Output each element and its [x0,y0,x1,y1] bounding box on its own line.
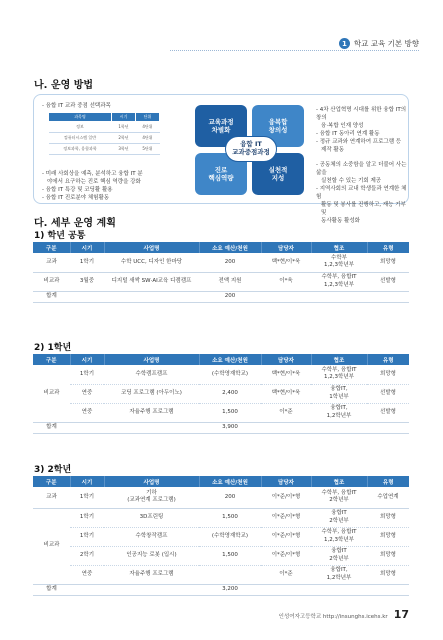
column-header: 소요 예산/천원 [199,242,261,253]
cell-coop: 수학부 1,2,3학년부 [311,253,367,272]
bullet-text: 야에서 요구하는 진로 핵심 역량을 강화 [47,178,141,185]
table-row [33,365,409,384]
quad-curriculum: 교육과정 차별화 [195,105,247,147]
total-row [33,422,409,433]
subject-title: - 융합 IT 교과 중점 선택과목 [42,103,111,109]
subject-col-period: 시기 [111,113,135,122]
cell-type: 선발형 [367,272,409,291]
subject-row [49,122,160,133]
column-header: 구분 [33,242,70,253]
cell-program: 디지털 새싹 SW·AI교육 디캠캠프 [104,272,199,291]
table-row [33,527,409,546]
cell-type: 희망형 [367,508,409,527]
quad-career: 진로 핵심역량 [195,153,247,195]
cell-program: 기하 (교과연계 프로그램) [104,487,199,508]
bullet-text: - 지역사회의 교내 학생들과 연계한 체험 [316,185,407,200]
cell-budget: 전액 지원 [199,272,261,291]
cell-coop: 수학부, 융합IT 1,2,3학년부 [311,527,367,546]
cell-program: 코딩 프로그램 (아두이노) [104,384,199,403]
total-label: 합계 [33,584,70,595]
cell-program: 자율주행 프로그램 [104,403,199,422]
subject-row [49,144,160,155]
cell-budget: (수학영재학교) [199,365,261,384]
bullet-text: - 미래 사회상을 예측, 분석하고 융합 IT 분 [42,171,143,177]
column-header: 사업명 [104,476,199,487]
subject-cell: 정보과학, 융합과학 [49,144,112,155]
cell-category: 비교과 [33,272,70,291]
cell-coop: 융합IT 2학년부 [311,508,367,527]
table-row [33,384,409,403]
column-header: 협조 [311,354,367,365]
school-site: 인성여자고등학교 http://insunghs.icehs.kr [278,614,388,620]
column-header: 담당자 [261,242,311,253]
subject-cell: 4단위 [135,122,159,133]
cell-coop: 융합IT, 1학년부 [311,384,367,403]
cell-type: 희망형 [367,527,409,546]
subject-cell: 1학년 [111,122,135,133]
cell-type: 희망형 [367,253,409,272]
column-header: 시기 [70,242,104,253]
cell-program: 수학창작캠프 [104,527,199,546]
subject-table [48,112,160,155]
cell-manager: 이*준 [261,565,311,584]
operation-left-column [42,101,197,203]
cell-period: 연중 [70,384,104,403]
cell-coop: 수학부, 융합IT 1,2,3학년부 [311,365,367,384]
subject-cell: 컴퓨터시스템 일반 [49,133,112,144]
bullet-text: - 융합 IT 진로분야 체험활동 [42,194,110,201]
section-heading-detail: 다. 세부 운영 계획 [34,218,116,229]
bullet-text: - 4차 산업혁명 시대를 위한 융합 IT의 창의 [316,107,407,121]
cell-manager: 이*준 [261,403,311,422]
cell-period: 연중 [70,403,104,422]
table-row [33,565,409,584]
column-header: 유형 [367,242,409,253]
cell-coop: 수학부, 융합IT 1,2,3학년부 [311,272,367,291]
table-row [33,487,409,508]
cell-budget: 1,500 [199,508,261,527]
table-row [33,403,409,422]
cell-period: 연중 [70,565,104,584]
career-bullets [42,171,197,203]
cell-category: 교과 [33,253,70,272]
cell-manager: 이*준/이*형 [261,546,311,565]
cell-manager: 이*준/이*형 [261,508,311,527]
column-header: 사업명 [104,242,199,253]
cell-budget [199,565,261,584]
cell-coop: 융합IT, 1,2학년부 [311,403,367,422]
bullet-text: - 공동체의 소중함을 알고 더불어 사는 삶을 [316,161,407,176]
cell-coop: 융합IT 2학년부 [311,546,367,565]
chapter-badge: 1 [339,38,350,49]
cell-budget: 200 [199,253,261,272]
bullet-text: 융·복합 인재 양성 [321,122,364,129]
cell-type: 수업연계 [367,487,409,508]
subject-cell: 정보 [49,122,112,133]
total-value: 3,200 [199,584,261,595]
total-row [33,291,409,302]
cell-budget: 200 [199,487,261,508]
total-value: 3,900 [199,422,261,433]
bullet-text: 동사활동 활성화 [321,217,360,224]
table-header-row [33,354,409,365]
column-header: 시기 [70,354,104,365]
column-header: 협조 [311,476,367,487]
concept-diagram [192,101,308,199]
cell-program: 인공지능 로봇 (입시) [104,546,199,565]
quad-creativity: 융복합 창의성 [252,105,304,147]
column-header: 협조 [311,242,367,253]
cell-type: 희망형 [367,365,409,384]
section-heading-operation: 나. 운영 방법 [34,80,94,91]
column-header: 사업명 [104,354,199,365]
column-header: 소요 예산/천원 [199,476,261,487]
total-label: 합계 [33,291,70,302]
subject-col-unit: 단위 [135,113,159,122]
cell-type: 선발형 [367,403,409,422]
chapter-title: 학교 교육 기본 방향 [353,39,419,48]
cell-program: 수학 UCC, 디자인 한마당 [104,253,199,272]
common-plan-table [33,242,409,303]
operation-right-column [316,107,410,226]
subheading-common: 1) 학년 공통 [34,231,86,241]
cell-budget: (수학영재학교) [199,527,261,546]
cell-manager: 이*욱 [261,272,311,291]
cell-period: 1학기 [70,253,104,272]
cell-period: 1학기 [70,487,104,508]
bullet-text: - 융합 IT 동아리 연계 활동 [316,130,380,137]
cell-coop: 수학부, 융합IT 2학년부 [311,487,367,508]
cell-manager: 백*현/이*욱 [261,384,311,403]
table-row [33,546,409,565]
cell-manager: 이*준/이*형 [261,527,311,546]
cell-budget: 1,500 [199,546,261,565]
total-value: 200 [199,291,261,302]
bullet-text: 실천할 수 있는 기회 제공 [321,177,382,184]
page-header [339,38,419,49]
subject-cell: 2학년 [111,133,135,144]
center-label: 융합 IT 교과중점과정 [225,136,277,162]
cell-type: 선발형 [367,384,409,403]
cell-period: 1학기 [70,365,104,384]
cell-budget: 2,400 [199,384,261,403]
table-row [33,253,409,272]
header-divider [170,50,419,51]
cell-period: 3월중 [70,272,104,291]
cell-type: 희망형 [367,565,409,584]
table-row [33,272,409,291]
bullet-text: - 정규 교과와 연계하여 프로그램 등 [316,138,402,145]
cell-category: 비교과 [33,365,70,422]
subheading-grade2: 3) 2학년 [34,465,72,475]
column-header: 유형 [367,354,409,365]
table-row [33,508,409,527]
cell-manager: 백*현/이*욱 [261,365,311,384]
cell-manager: 백*현/이*욱 [261,253,311,272]
cell-budget: 1,500 [199,403,261,422]
subheading-grade1: 2) 1학년 [34,343,72,353]
cell-category: 비교과 [33,508,70,584]
column-header: 유형 [367,476,409,487]
column-header: 소요 예산/천원 [199,354,261,365]
total-label: 합계 [33,422,70,433]
subject-cell: 4단위 [135,133,159,144]
subject-col-name: 과목명 [49,113,112,122]
bullet-text: - 융합 IT 특강 및 코딩활 활용 [42,186,113,193]
subject-cell: 5단위 [135,144,159,155]
table-header-row [33,476,409,487]
cell-manager: 이*준/이*형 [261,487,311,508]
cell-period: 1학기 [70,508,104,527]
grade1-plan-table [33,354,409,434]
cell-program: 3D프린팅 [104,508,199,527]
cell-type: 희망형 [367,546,409,565]
table-header-row [33,242,409,253]
column-header: 담당자 [261,354,311,365]
cell-program: 자율주행 프로그램 [104,565,199,584]
cell-program: 수학캠프캠프 [104,365,199,384]
page-number: 17 [393,608,409,621]
cell-period: 2학기 [70,546,104,565]
quad-intelligence: 실천적 지성 [252,153,304,195]
bullet-text: 제작 활동 [321,146,345,153]
total-row [33,584,409,595]
subject-row [49,133,160,144]
grade2-plan-table [33,476,409,596]
subject-cell: 3학년 [111,144,135,155]
column-header: 구분 [33,354,70,365]
column-header: 시기 [70,476,104,487]
column-header: 담당자 [261,476,311,487]
bullet-text: 활동 및 봉사를 진행하고, 재능 기부 및 [321,201,406,216]
cell-category: 교과 [33,487,70,508]
cell-period: 1학기 [70,527,104,546]
column-header: 구분 [33,476,70,487]
cell-coop: 융합IT, 1,2학년부 [311,565,367,584]
page-footer [279,608,409,621]
